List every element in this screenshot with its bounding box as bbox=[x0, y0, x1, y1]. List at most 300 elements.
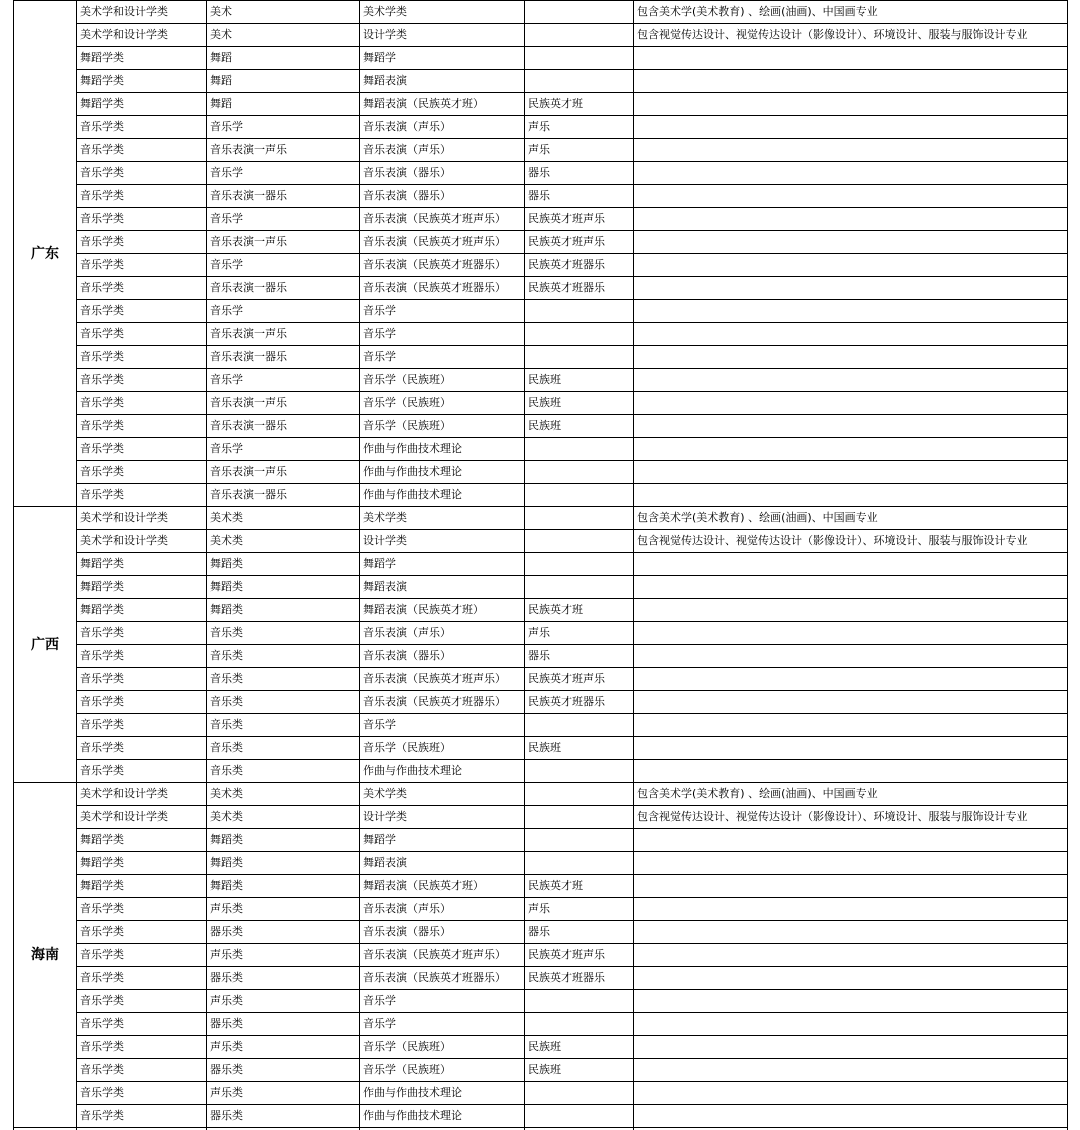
category-cell: 音乐学类 bbox=[77, 967, 207, 990]
major-cell: 舞蹈表演 bbox=[360, 70, 525, 93]
exam-type-cell: 器乐类 bbox=[207, 1059, 360, 1082]
exam-type-cell: 美术 bbox=[207, 1, 360, 24]
table-body bbox=[14, 1, 1068, 1130]
exam-type-cell: 舞蹈类 bbox=[207, 829, 360, 852]
table-row bbox=[14, 990, 1068, 1013]
category-cell: 音乐学类 bbox=[77, 323, 207, 346]
category-cell: 音乐学类 bbox=[77, 300, 207, 323]
category-cell: 美术学和设计学类 bbox=[77, 24, 207, 47]
exam-type-cell: 音乐学 bbox=[207, 162, 360, 185]
category-cell: 音乐学类 bbox=[77, 162, 207, 185]
category-cell: 音乐学类 bbox=[77, 461, 207, 484]
category-cell: 音乐学类 bbox=[77, 484, 207, 507]
exam-type-cell: 器乐类 bbox=[207, 967, 360, 990]
major-cell: 作曲与作曲技术理论 bbox=[360, 1105, 525, 1128]
table-row bbox=[14, 944, 1068, 967]
major-cell: 音乐表演（器乐） bbox=[360, 645, 525, 668]
major-cell: 音乐表演（民族英才班器乐） bbox=[360, 967, 525, 990]
major-cell: 作曲与作曲技术理论 bbox=[360, 1082, 525, 1105]
track-cell: 民族英才班声乐 bbox=[525, 208, 634, 231]
track-cell: 民族班 bbox=[525, 737, 634, 760]
note-cell bbox=[634, 760, 1068, 783]
track-cell: 器乐 bbox=[525, 162, 634, 185]
exam-type-cell: 美术类 bbox=[207, 783, 360, 806]
note-cell bbox=[634, 645, 1068, 668]
major-cell: 音乐表演（器乐） bbox=[360, 185, 525, 208]
track-cell: 器乐 bbox=[525, 921, 634, 944]
category-cell: 音乐学类 bbox=[77, 760, 207, 783]
track-cell: 声乐 bbox=[525, 898, 634, 921]
major-cell: 音乐表演（民族英才班器乐） bbox=[360, 254, 525, 277]
note-cell bbox=[634, 576, 1068, 599]
track-cell bbox=[525, 1, 634, 24]
exam-type-cell: 声乐类 bbox=[207, 898, 360, 921]
category-cell: 音乐学类 bbox=[77, 346, 207, 369]
note-cell bbox=[634, 1082, 1068, 1105]
category-cell: 舞蹈学类 bbox=[77, 93, 207, 116]
note-cell bbox=[634, 852, 1068, 875]
table-row bbox=[14, 70, 1068, 93]
track-cell: 民族英才班 bbox=[525, 875, 634, 898]
note-cell bbox=[634, 1036, 1068, 1059]
exam-type-cell: 舞蹈类 bbox=[207, 852, 360, 875]
note-cell bbox=[634, 277, 1068, 300]
category-cell: 音乐学类 bbox=[77, 116, 207, 139]
track-cell bbox=[525, 47, 634, 70]
track-cell bbox=[525, 70, 634, 93]
table-row bbox=[14, 921, 1068, 944]
exam-type-cell: 声乐类 bbox=[207, 944, 360, 967]
exam-type-cell: 音乐类 bbox=[207, 645, 360, 668]
exam-type-cell: 音乐类 bbox=[207, 622, 360, 645]
category-cell: 音乐学类 bbox=[77, 1013, 207, 1036]
table-row bbox=[14, 185, 1068, 208]
exam-type-cell: 音乐学 bbox=[207, 369, 360, 392]
table-row bbox=[14, 691, 1068, 714]
table-row bbox=[14, 277, 1068, 300]
major-cell: 音乐学（民族班） bbox=[360, 415, 525, 438]
note-cell bbox=[634, 599, 1068, 622]
major-cell: 舞蹈学 bbox=[360, 829, 525, 852]
note-cell bbox=[634, 668, 1068, 691]
track-cell bbox=[525, 783, 634, 806]
table-row bbox=[14, 208, 1068, 231]
note-cell bbox=[634, 208, 1068, 231]
exam-type-cell: 美术类 bbox=[207, 806, 360, 829]
major-cell: 设计学类 bbox=[360, 530, 525, 553]
major-cell: 音乐学 bbox=[360, 323, 525, 346]
category-cell: 音乐学类 bbox=[77, 208, 207, 231]
track-cell bbox=[525, 806, 634, 829]
major-cell: 音乐表演（器乐） bbox=[360, 921, 525, 944]
major-cell: 作曲与作曲技术理论 bbox=[360, 438, 525, 461]
table-row bbox=[14, 599, 1068, 622]
category-cell: 音乐学类 bbox=[77, 392, 207, 415]
table-row bbox=[14, 231, 1068, 254]
table-row bbox=[14, 323, 1068, 346]
category-cell: 音乐学类 bbox=[77, 898, 207, 921]
track-cell: 民族英才班器乐 bbox=[525, 691, 634, 714]
table-row bbox=[14, 668, 1068, 691]
table-row bbox=[14, 1, 1068, 24]
major-cell: 音乐表演（民族英才班器乐） bbox=[360, 691, 525, 714]
category-cell: 音乐学类 bbox=[77, 1105, 207, 1128]
major-cell: 作曲与作曲技术理论 bbox=[360, 484, 525, 507]
table-row bbox=[14, 369, 1068, 392]
note-cell bbox=[634, 323, 1068, 346]
category-cell: 音乐学类 bbox=[77, 254, 207, 277]
exam-type-cell: 音乐学 bbox=[207, 208, 360, 231]
note-cell bbox=[634, 346, 1068, 369]
track-cell: 器乐 bbox=[525, 185, 634, 208]
major-cell: 音乐表演（民族英才班声乐） bbox=[360, 944, 525, 967]
note-cell bbox=[634, 921, 1068, 944]
exam-type-cell: 音乐类 bbox=[207, 714, 360, 737]
exam-type-cell: 音乐表演一声乐 bbox=[207, 139, 360, 162]
note-cell bbox=[634, 185, 1068, 208]
province-cell: 海南 bbox=[14, 783, 77, 1128]
track-cell: 声乐 bbox=[525, 116, 634, 139]
exam-type-cell: 舞蹈 bbox=[207, 70, 360, 93]
category-cell: 音乐学类 bbox=[77, 369, 207, 392]
table-row bbox=[14, 24, 1068, 47]
table-row bbox=[14, 806, 1068, 829]
exam-type-cell: 舞蹈 bbox=[207, 47, 360, 70]
track-cell: 民族英才班声乐 bbox=[525, 668, 634, 691]
track-cell: 民族英才班器乐 bbox=[525, 967, 634, 990]
admissions-table-sheet bbox=[13, 0, 1067, 1127]
note-cell bbox=[634, 461, 1068, 484]
exam-type-cell: 舞蹈类 bbox=[207, 599, 360, 622]
track-cell: 民族班 bbox=[525, 392, 634, 415]
major-cell: 音乐表演（声乐） bbox=[360, 898, 525, 921]
exam-type-cell: 音乐学 bbox=[207, 438, 360, 461]
note-cell: 包含美术学(美术教育) 、绘画(油画)、中国画专业 bbox=[634, 783, 1068, 806]
track-cell bbox=[525, 438, 634, 461]
note-cell bbox=[634, 415, 1068, 438]
table-row bbox=[14, 553, 1068, 576]
track-cell bbox=[525, 484, 634, 507]
note-cell bbox=[634, 714, 1068, 737]
note-cell bbox=[634, 691, 1068, 714]
track-cell: 民族英才班声乐 bbox=[525, 231, 634, 254]
major-cell: 音乐表演（民族英才班器乐） bbox=[360, 277, 525, 300]
table-row bbox=[14, 760, 1068, 783]
exam-type-cell: 音乐表演一声乐 bbox=[207, 392, 360, 415]
note-cell bbox=[634, 47, 1068, 70]
table-row bbox=[14, 507, 1068, 530]
table-row bbox=[14, 438, 1068, 461]
exam-type-cell: 舞蹈类 bbox=[207, 875, 360, 898]
table-row bbox=[14, 714, 1068, 737]
note-cell bbox=[634, 990, 1068, 1013]
category-cell: 美术学和设计学类 bbox=[77, 783, 207, 806]
major-cell: 美术学类 bbox=[360, 1, 525, 24]
note-cell bbox=[634, 967, 1068, 990]
note-cell bbox=[634, 898, 1068, 921]
note-cell bbox=[634, 300, 1068, 323]
category-cell: 音乐学类 bbox=[77, 691, 207, 714]
exam-type-cell: 音乐学 bbox=[207, 300, 360, 323]
table-row bbox=[14, 576, 1068, 599]
note-cell bbox=[634, 254, 1068, 277]
note-cell bbox=[634, 944, 1068, 967]
category-cell: 音乐学类 bbox=[77, 645, 207, 668]
exam-type-cell: 器乐类 bbox=[207, 921, 360, 944]
major-cell: 音乐表演（器乐） bbox=[360, 162, 525, 185]
note-cell bbox=[634, 875, 1068, 898]
table-row bbox=[14, 300, 1068, 323]
track-cell: 器乐 bbox=[525, 645, 634, 668]
track-cell: 民族班 bbox=[525, 1059, 634, 1082]
major-cell: 音乐表演（声乐） bbox=[360, 116, 525, 139]
major-cell: 设计学类 bbox=[360, 806, 525, 829]
track-cell bbox=[525, 760, 634, 783]
category-cell: 音乐学类 bbox=[77, 438, 207, 461]
major-cell: 设计学类 bbox=[360, 24, 525, 47]
track-cell bbox=[525, 553, 634, 576]
exam-type-cell: 音乐表演一器乐 bbox=[207, 346, 360, 369]
major-cell: 音乐表演（声乐） bbox=[360, 139, 525, 162]
category-cell: 音乐学类 bbox=[77, 737, 207, 760]
exam-type-cell: 美术类 bbox=[207, 530, 360, 553]
major-cell: 美术学类 bbox=[360, 507, 525, 530]
exam-type-cell: 音乐表演一声乐 bbox=[207, 461, 360, 484]
table-row bbox=[14, 530, 1068, 553]
track-cell bbox=[525, 461, 634, 484]
category-cell: 音乐学类 bbox=[77, 1082, 207, 1105]
category-cell: 音乐学类 bbox=[77, 139, 207, 162]
note-cell bbox=[634, 392, 1068, 415]
exam-type-cell: 音乐学 bbox=[207, 254, 360, 277]
exam-type-cell: 舞蹈类 bbox=[207, 553, 360, 576]
note-cell bbox=[634, 484, 1068, 507]
major-cell: 音乐表演（声乐） bbox=[360, 622, 525, 645]
major-cell: 作曲与作曲技术理论 bbox=[360, 461, 525, 484]
major-cell: 作曲与作曲技术理论 bbox=[360, 760, 525, 783]
track-cell bbox=[525, 300, 634, 323]
exam-type-cell: 美术类 bbox=[207, 507, 360, 530]
major-cell: 音乐学 bbox=[360, 990, 525, 1013]
track-cell bbox=[525, 346, 634, 369]
province-cell: 广东 bbox=[14, 1, 77, 507]
exam-type-cell: 音乐类 bbox=[207, 760, 360, 783]
note-cell: 包含视觉传达设计、视觉传达设计（影像设计）、环境设计、服装与服饰设计专业 bbox=[634, 806, 1068, 829]
exam-type-cell: 音乐表演一器乐 bbox=[207, 484, 360, 507]
major-cell: 音乐表演（民族英才班声乐） bbox=[360, 208, 525, 231]
province-cell: 广西 bbox=[14, 507, 77, 783]
note-cell bbox=[634, 438, 1068, 461]
category-cell: 舞蹈学类 bbox=[77, 553, 207, 576]
note-cell bbox=[634, 622, 1068, 645]
note-cell bbox=[634, 369, 1068, 392]
exam-type-cell: 声乐类 bbox=[207, 1036, 360, 1059]
major-cell: 舞蹈学 bbox=[360, 47, 525, 70]
major-cell: 舞蹈表演 bbox=[360, 576, 525, 599]
category-cell: 音乐学类 bbox=[77, 415, 207, 438]
note-cell bbox=[634, 829, 1068, 852]
major-cell: 舞蹈表演 bbox=[360, 852, 525, 875]
table-row bbox=[14, 93, 1068, 116]
note-cell bbox=[634, 162, 1068, 185]
table-row bbox=[14, 392, 1068, 415]
track-cell: 声乐 bbox=[525, 622, 634, 645]
table-row bbox=[14, 484, 1068, 507]
track-cell bbox=[525, 530, 634, 553]
major-cell: 音乐学 bbox=[360, 714, 525, 737]
track-cell bbox=[525, 1105, 634, 1128]
track-cell bbox=[525, 714, 634, 737]
track-cell: 民族英才班声乐 bbox=[525, 944, 634, 967]
table-row bbox=[14, 898, 1068, 921]
major-cell: 音乐学 bbox=[360, 300, 525, 323]
note-cell bbox=[634, 70, 1068, 93]
table-row bbox=[14, 415, 1068, 438]
table-row bbox=[14, 967, 1068, 990]
table-row bbox=[14, 47, 1068, 70]
major-cell: 音乐学 bbox=[360, 346, 525, 369]
table-row bbox=[14, 254, 1068, 277]
track-cell bbox=[525, 323, 634, 346]
major-cell: 音乐学 bbox=[360, 1013, 525, 1036]
note-cell bbox=[634, 737, 1068, 760]
note-cell bbox=[634, 1059, 1068, 1082]
exam-type-cell: 音乐表演一器乐 bbox=[207, 277, 360, 300]
track-cell: 民族班 bbox=[525, 1036, 634, 1059]
table-row bbox=[14, 162, 1068, 185]
category-cell: 音乐学类 bbox=[77, 990, 207, 1013]
major-cell: 舞蹈表演（民族英才班） bbox=[360, 93, 525, 116]
major-cell: 舞蹈表演（民族英才班） bbox=[360, 875, 525, 898]
category-cell: 音乐学类 bbox=[77, 714, 207, 737]
exam-type-cell: 器乐类 bbox=[207, 1105, 360, 1128]
track-cell bbox=[525, 507, 634, 530]
category-cell: 美术学和设计学类 bbox=[77, 507, 207, 530]
category-cell: 舞蹈学类 bbox=[77, 829, 207, 852]
exam-type-cell: 舞蹈类 bbox=[207, 576, 360, 599]
note-cell bbox=[634, 553, 1068, 576]
table-row bbox=[14, 1036, 1068, 1059]
major-cell: 音乐学（民族班） bbox=[360, 1059, 525, 1082]
category-cell: 舞蹈学类 bbox=[77, 576, 207, 599]
exam-type-cell: 音乐类 bbox=[207, 668, 360, 691]
category-cell: 舞蹈学类 bbox=[77, 47, 207, 70]
category-cell: 音乐学类 bbox=[77, 231, 207, 254]
category-cell: 舞蹈学类 bbox=[77, 852, 207, 875]
category-cell: 音乐学类 bbox=[77, 1059, 207, 1082]
table-row bbox=[14, 645, 1068, 668]
table-row bbox=[14, 737, 1068, 760]
note-cell bbox=[634, 116, 1068, 139]
track-cell: 民族英才班器乐 bbox=[525, 277, 634, 300]
category-cell: 美术学和设计学类 bbox=[77, 806, 207, 829]
table-row bbox=[14, 461, 1068, 484]
note-cell bbox=[634, 1013, 1068, 1036]
track-cell bbox=[525, 1082, 634, 1105]
track-cell: 民族英才班 bbox=[525, 599, 634, 622]
major-cell: 音乐学（民族班） bbox=[360, 1036, 525, 1059]
track-cell bbox=[525, 829, 634, 852]
category-cell: 音乐学类 bbox=[77, 944, 207, 967]
track-cell: 民族班 bbox=[525, 415, 634, 438]
category-cell: 舞蹈学类 bbox=[77, 875, 207, 898]
category-cell: 音乐学类 bbox=[77, 277, 207, 300]
track-cell: 民族英才班器乐 bbox=[525, 254, 634, 277]
note-cell bbox=[634, 139, 1068, 162]
exam-type-cell: 音乐类 bbox=[207, 737, 360, 760]
major-cell: 舞蹈学 bbox=[360, 553, 525, 576]
major-cell: 音乐学（民族班） bbox=[360, 369, 525, 392]
category-cell: 音乐学类 bbox=[77, 668, 207, 691]
exam-type-cell: 音乐类 bbox=[207, 691, 360, 714]
note-cell: 包含美术学(美术教育) 、绘画(油画)、中国画专业 bbox=[634, 507, 1068, 530]
admissions-table bbox=[13, 0, 1068, 1130]
major-cell: 舞蹈表演（民族英才班） bbox=[360, 599, 525, 622]
exam-type-cell: 音乐表演一器乐 bbox=[207, 415, 360, 438]
category-cell: 美术学和设计学类 bbox=[77, 530, 207, 553]
major-cell: 音乐表演（民族英才班声乐） bbox=[360, 668, 525, 691]
note-cell: 包含视觉传达设计、视觉传达设计（影像设计）、环境设计、服装与服饰设计专业 bbox=[634, 530, 1068, 553]
track-cell bbox=[525, 1013, 634, 1036]
track-cell: 民族班 bbox=[525, 369, 634, 392]
note-cell bbox=[634, 1105, 1068, 1128]
table-row bbox=[14, 139, 1068, 162]
table-row bbox=[14, 1059, 1068, 1082]
exam-type-cell: 音乐表演一器乐 bbox=[207, 185, 360, 208]
exam-type-cell: 声乐类 bbox=[207, 990, 360, 1013]
exam-type-cell: 舞蹈 bbox=[207, 93, 360, 116]
table-row bbox=[14, 829, 1068, 852]
category-cell: 音乐学类 bbox=[77, 622, 207, 645]
exam-type-cell: 音乐学 bbox=[207, 116, 360, 139]
major-cell: 音乐表演（民族英才班声乐） bbox=[360, 231, 525, 254]
major-cell: 美术学类 bbox=[360, 783, 525, 806]
note-cell: 包含视觉传达设计、视觉传达设计（影像设计）、环境设计、服装与服饰设计专业 bbox=[634, 24, 1068, 47]
category-cell: 舞蹈学类 bbox=[77, 70, 207, 93]
category-cell: 音乐学类 bbox=[77, 185, 207, 208]
note-cell bbox=[634, 231, 1068, 254]
table-row bbox=[14, 875, 1068, 898]
table-row bbox=[14, 116, 1068, 139]
table-row bbox=[14, 1105, 1068, 1128]
track-cell: 声乐 bbox=[525, 139, 634, 162]
major-cell: 音乐学（民族班） bbox=[360, 737, 525, 760]
table-row bbox=[14, 346, 1068, 369]
table-row bbox=[14, 852, 1068, 875]
track-cell bbox=[525, 990, 634, 1013]
exam-type-cell: 音乐表演一声乐 bbox=[207, 231, 360, 254]
category-cell: 音乐学类 bbox=[77, 921, 207, 944]
note-cell bbox=[634, 93, 1068, 116]
track-cell bbox=[525, 24, 634, 47]
exam-type-cell: 器乐类 bbox=[207, 1013, 360, 1036]
table-row bbox=[14, 1013, 1068, 1036]
table-row bbox=[14, 622, 1068, 645]
category-cell: 舞蹈学类 bbox=[77, 599, 207, 622]
major-cell: 音乐学（民族班） bbox=[360, 392, 525, 415]
note-cell: 包含美术学(美术教育) 、绘画(油画)、中国画专业 bbox=[634, 1, 1068, 24]
exam-type-cell: 美术 bbox=[207, 24, 360, 47]
track-cell: 民族英才班 bbox=[525, 93, 634, 116]
table-row bbox=[14, 783, 1068, 806]
category-cell: 音乐学类 bbox=[77, 1036, 207, 1059]
category-cell: 美术学和设计学类 bbox=[77, 1, 207, 24]
track-cell bbox=[525, 576, 634, 599]
track-cell bbox=[525, 852, 634, 875]
exam-type-cell: 声乐类 bbox=[207, 1082, 360, 1105]
table-row bbox=[14, 1082, 1068, 1105]
exam-type-cell: 音乐表演一声乐 bbox=[207, 323, 360, 346]
